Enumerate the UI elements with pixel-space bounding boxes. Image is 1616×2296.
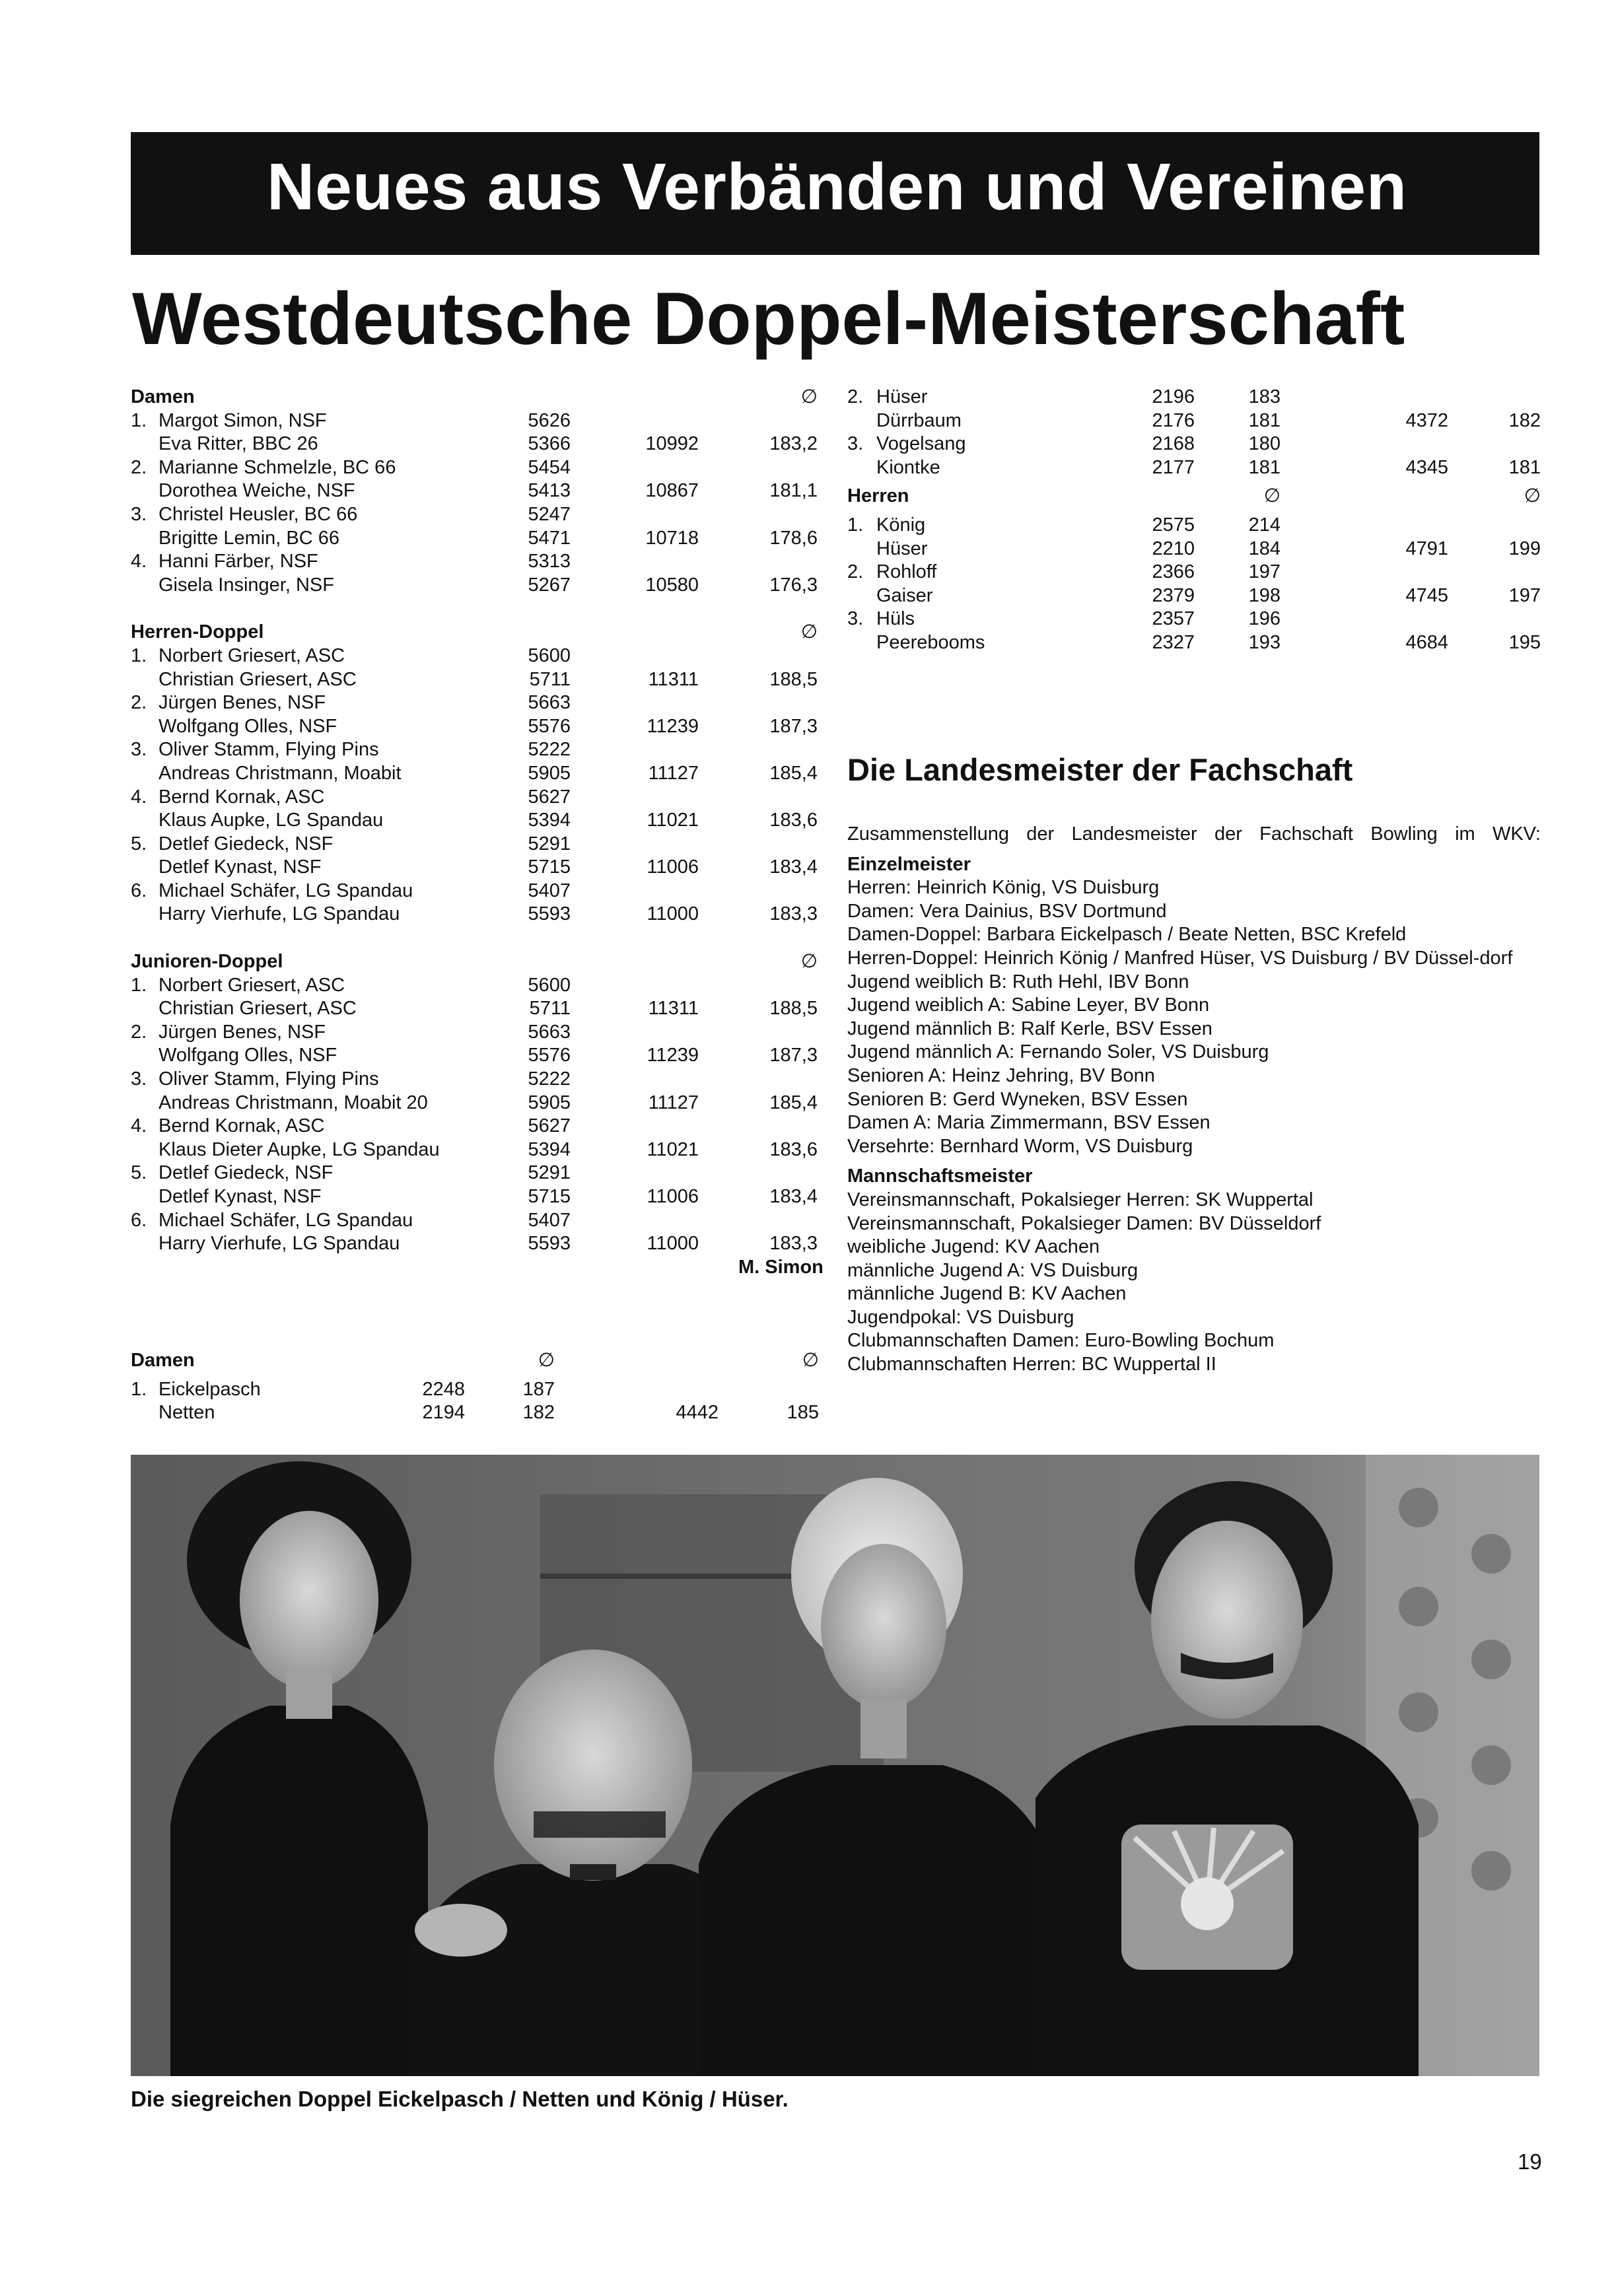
rank-number: 5. <box>131 1162 147 1184</box>
player-score: 2248 <box>422 1378 465 1400</box>
mannschaftsmeister-heading: Mannschaftsmeister <box>847 1165 1033 1187</box>
player-name: Bernd Kornak, ASC <box>158 786 325 808</box>
player-score: 5627 <box>528 1115 571 1137</box>
player-name: Brigitte Lemin, BC 66 <box>158 527 340 549</box>
player-name: Wolfgang Olles, NSF <box>158 715 337 737</box>
player-name: Harry Vierhufe, LG Spandau <box>158 1233 400 1255</box>
rank-number: 3. <box>131 503 147 525</box>
page-number: 19 <box>1518 2149 1542 2174</box>
table-row <box>847 386 1541 409</box>
player-name: Norbert Griesert, ASC <box>158 974 345 996</box>
average-symbol: ∅ <box>800 386 818 407</box>
pair-average: 185,4 <box>769 1092 818 1113</box>
player-score: 2357 <box>1152 608 1195 630</box>
pair-average: 187,3 <box>769 1045 818 1066</box>
rank-number: 1. <box>131 974 147 996</box>
player-score: 2168 <box>1152 433 1195 455</box>
table-row <box>131 691 819 715</box>
player-score: 2177 <box>1152 456 1195 478</box>
player-name: Detlef Kynast, NSF <box>158 856 322 878</box>
player-score: 5407 <box>528 1209 571 1231</box>
player-name: Marianne Schmelzle, BC 66 <box>158 456 396 478</box>
pair-average: 183,4 <box>769 856 818 878</box>
table-row <box>847 584 1541 608</box>
section-header <box>131 621 819 644</box>
average-symbol: ∅ <box>1524 485 1541 507</box>
pair-total: 11000 <box>647 903 699 925</box>
rank-number: 6. <box>131 880 147 901</box>
pair-average: 183,3 <box>769 1233 818 1255</box>
player-name: Hüls <box>876 608 915 630</box>
table-row <box>131 1021 819 1045</box>
section-title: Junioren-Doppel <box>131 951 283 973</box>
rank-number: 2. <box>131 1021 147 1043</box>
rank-number: 6. <box>131 1209 147 1231</box>
player-name: Klaus Dieter Aupke, LG Spandau <box>158 1138 440 1160</box>
player-name: Harry Vierhufe, LG Spandau <box>158 903 400 925</box>
rank-number: 1. <box>131 644 147 666</box>
table-row <box>131 527 819 551</box>
table-row <box>131 903 819 926</box>
pair-total: 11239 <box>647 715 699 737</box>
pair-average: 183,6 <box>769 1138 818 1160</box>
player-score: 5600 <box>528 644 571 666</box>
player-name: Gaiser <box>876 584 933 606</box>
pair-total: 4684 <box>1405 631 1448 653</box>
table-row <box>847 561 1541 584</box>
player-name: Wolfgang Olles, NSF <box>158 1045 337 1066</box>
player-name: Andreas Christmann, Moabit 20 <box>158 1092 428 1113</box>
list-item: Jugend männlich B: Ralf Kerle, BSV Essen <box>847 1018 1212 1039</box>
list-item: Clubmannschaften Damen: Euro-Bowling Bochum <box>847 1330 1275 1352</box>
list-item: Herren: Heinrich König, VS Duisburg <box>847 877 1160 899</box>
player-score: 5905 <box>528 1092 571 1113</box>
table-row <box>847 631 1541 655</box>
player-average: 198 <box>1248 584 1281 606</box>
pair-average: 181 <box>1508 456 1541 478</box>
table-row <box>131 668 819 692</box>
player-score: 5576 <box>528 715 571 737</box>
table-row <box>847 433 1541 456</box>
player-score: 5711 <box>529 668 571 690</box>
pair-average: 187,3 <box>769 715 818 737</box>
list-item: Vereinsmannschaft, Pokalsieger Herren: SK Wuppertal <box>847 1189 1314 1210</box>
player-name: Oliver Stamm, Flying Pins <box>158 739 379 761</box>
player-average: 181 <box>1248 456 1281 478</box>
list-item: Senioren A: Heinz Jehring, BV Bonn <box>847 1064 1155 1086</box>
table-row <box>131 1092 819 1115</box>
pair-total: 11127 <box>648 762 699 784</box>
pair-average: 185,4 <box>769 762 818 784</box>
player-score: 5627 <box>528 786 571 808</box>
pair-total: 10867 <box>645 480 699 502</box>
section-header <box>847 485 1541 508</box>
list-item: Jugend weiblich A: Sabine Leyer, BV Bonn <box>847 994 1210 1016</box>
player-name: Vogelsang <box>876 433 966 455</box>
pair-total: 4345 <box>1405 456 1448 478</box>
author-row <box>131 1256 824 1280</box>
player-score: 5222 <box>528 1068 571 1090</box>
player-score: 5366 <box>528 433 571 455</box>
table-row <box>131 880 819 903</box>
pair-total: 11021 <box>647 810 699 831</box>
pair-average: 197 <box>1508 584 1541 606</box>
pair-average: 185 <box>787 1402 819 1424</box>
section-title: Damen <box>131 386 195 407</box>
landesmeister-list <box>847 823 1541 1377</box>
table-row <box>131 974 819 998</box>
section-banner-title: Neues aus Verbänden und Vereinen <box>267 150 1408 224</box>
player-name: Jürgen Benes, NSF <box>158 692 326 714</box>
pair-total: 11311 <box>648 668 699 690</box>
photo-illustration <box>131 1455 1539 2076</box>
player-name: Rohloff <box>876 561 937 583</box>
player-average: 183 <box>1248 386 1281 407</box>
pair-average: 183,6 <box>769 810 818 831</box>
player-average: 182 <box>522 1402 555 1424</box>
section-title: Herren-Doppel <box>131 621 264 643</box>
player-average: 184 <box>1248 538 1281 559</box>
player-score: 2176 <box>1152 409 1195 431</box>
rank-number: 1. <box>131 409 147 431</box>
player-name: Hanni Färber, NSF <box>158 551 318 573</box>
player-score: 5247 <box>528 503 571 525</box>
rank-number: 4. <box>131 786 147 808</box>
player-name: Bernd Kornak, ASC <box>158 1115 325 1137</box>
player-average: 193 <box>1248 631 1281 653</box>
pair-total: 4791 <box>1405 538 1448 559</box>
pair-average: 183,2 <box>769 433 818 455</box>
rank-number: 1. <box>131 1378 147 1400</box>
player-name: Gisela Insinger, NSF <box>158 574 334 596</box>
player-name: Peerebooms <box>876 631 985 653</box>
player-score: 5715 <box>528 1186 571 1207</box>
player-name: Dorothea Weiche, NSF <box>158 480 355 502</box>
list-item: Versehrte: Bernhard Worm, VS Duisburg <box>847 1135 1193 1157</box>
list-item: Damen: Vera Dainius, BSV Dortmund <box>847 900 1167 922</box>
table-row <box>131 786 819 810</box>
player-name: Oliver Stamm, Flying Pins <box>158 1068 379 1090</box>
table-row <box>131 1162 819 1185</box>
player-score: 5626 <box>528 409 571 431</box>
player-name: Detlef Giedeck, NSF <box>158 833 334 854</box>
landesmeister-intro: Zusammenstellung der Landesmeister der Fachschaft Bowling im WKV: <box>847 823 1541 845</box>
player-average: 187 <box>522 1378 555 1400</box>
table-row <box>131 433 819 456</box>
player-name: Norbert Griesert, ASC <box>158 644 345 666</box>
table-row <box>131 1185 819 1209</box>
table-row <box>131 550 819 574</box>
section-header <box>131 1349 819 1373</box>
player-name: Netten <box>158 1402 215 1424</box>
player-average: 196 <box>1248 608 1281 630</box>
list-item: weibliche Jugend: KV Aachen <box>847 1236 1100 1258</box>
table-row <box>847 608 1541 631</box>
rank-number: 2. <box>847 561 864 583</box>
table-row <box>131 715 819 739</box>
right-results-column <box>847 386 1541 655</box>
table-row <box>847 514 1541 538</box>
section-header <box>131 950 819 974</box>
table-row <box>131 809 819 833</box>
player-score: 5407 <box>528 880 571 901</box>
average-symbol: ∅ <box>802 1350 819 1371</box>
section-header <box>131 386 819 409</box>
player-score: 5394 <box>528 1138 571 1160</box>
pair-total: 11127 <box>648 1092 699 1113</box>
pair-total: 10992 <box>645 433 699 455</box>
pair-average: 178,6 <box>769 527 818 549</box>
player-name: Margot Simon, NSF <box>158 409 327 431</box>
player-name: Christel Heusler, BC 66 <box>158 503 358 525</box>
table-row <box>131 1068 819 1092</box>
player-average: 214 <box>1248 514 1281 536</box>
pair-average: 182 <box>1508 409 1541 431</box>
rank-number: 3. <box>131 739 147 761</box>
player-score: 5600 <box>528 974 571 996</box>
table-row <box>131 1209 819 1233</box>
player-name: Eickelpasch <box>158 1378 261 1400</box>
player-score: 2575 <box>1152 514 1195 536</box>
list-item: Clubmannschaften Herren: BC Wuppertal II <box>847 1354 1216 1375</box>
section-title: Herren <box>847 485 909 507</box>
player-average: 180 <box>1248 433 1281 455</box>
rank-number: 1. <box>847 514 864 536</box>
player-name: Michael Schäfer, LG Spandau <box>158 1209 413 1231</box>
player-name: Christian Griesert, ASC <box>158 998 357 1020</box>
table-row <box>131 762 819 786</box>
rank-number: 2. <box>131 692 147 714</box>
pair-total: 11021 <box>647 1138 699 1160</box>
player-score: 5576 <box>528 1045 571 1066</box>
list-item: Jugend männlich A: Fernando Soler, VS Duisburg <box>847 1041 1269 1063</box>
rank-number: 5. <box>131 833 147 854</box>
table-row <box>131 856 819 880</box>
player-name: Jürgen Benes, NSF <box>158 1021 326 1043</box>
list-item: Jugend weiblich B: Ruth Hehl, IBV Bonn <box>847 971 1189 992</box>
average-symbol: ∅ <box>800 621 818 643</box>
damen-results-table <box>131 1349 819 1425</box>
pair-total: 10718 <box>645 527 699 549</box>
table-row <box>131 574 819 598</box>
table-row <box>131 644 819 668</box>
left-results-column <box>131 386 824 1279</box>
table-row <box>131 1044 819 1068</box>
player-name: Andreas Christmann, Moabit <box>158 762 402 784</box>
photo-caption: Die siegreichen Doppel Eickelpasch / Netten und König / Hüser. <box>131 2087 789 2111</box>
rank-number: 3. <box>131 1068 147 1090</box>
average-symbol: ∅ <box>1263 485 1281 507</box>
pair-total: 11006 <box>647 1186 699 1207</box>
player-score: 5711 <box>529 998 571 1020</box>
player-score: 5663 <box>528 692 571 714</box>
table-row <box>131 1138 819 1162</box>
table-row <box>131 503 819 527</box>
player-name: Klaus Aupke, LG Spandau <box>158 810 384 831</box>
player-score: 5715 <box>528 856 571 878</box>
pair-total: 11006 <box>647 856 699 878</box>
pair-average: 195 <box>1508 631 1541 653</box>
player-score: 5394 <box>528 810 571 831</box>
table-row <box>131 1232 819 1256</box>
rank-number: 4. <box>131 551 147 573</box>
pair-total: 10580 <box>645 574 699 596</box>
player-name: Detlef Giedeck, NSF <box>158 1162 334 1184</box>
player-score: 5593 <box>528 903 571 925</box>
player-score: 5267 <box>528 574 571 596</box>
table-row <box>847 538 1541 561</box>
player-score: 2366 <box>1152 561 1195 583</box>
table-row <box>131 997 819 1021</box>
article-headline: Westdeutsche Doppel-Meisterschaft <box>132 277 1405 360</box>
einzelmeister-heading: Einzelmeister <box>847 853 971 875</box>
rank-number: 3. <box>847 433 864 455</box>
pair-average: 176,3 <box>769 574 818 596</box>
rank-number: 3. <box>847 608 864 630</box>
list-item: Jugendpokal: VS Duisburg <box>847 1306 1074 1328</box>
player-name: König <box>876 514 926 536</box>
player-score: 2210 <box>1152 538 1195 559</box>
author-credit: M. Simon <box>738 1256 824 1278</box>
list-item: Vereinsmannschaft, Pokalsieger Damen: BV Düsseldorf <box>847 1212 1321 1234</box>
table-row <box>847 409 1541 433</box>
table-row <box>131 1378 819 1402</box>
player-score: 5663 <box>528 1021 571 1043</box>
pair-total: 4745 <box>1405 584 1448 606</box>
pair-total: 11000 <box>647 1233 699 1255</box>
pair-average: 183,3 <box>769 903 818 925</box>
table-row <box>131 833 819 856</box>
player-name: Dürrbaum <box>876 409 962 431</box>
player-name: Eva Ritter, BBC 26 <box>158 433 318 455</box>
average-symbol: ∅ <box>538 1350 555 1371</box>
pair-total: 11311 <box>648 998 699 1020</box>
player-name: Detlef Kynast, NSF <box>158 1186 322 1207</box>
player-score: 5313 <box>528 551 571 573</box>
table-row <box>131 1401 819 1425</box>
list-item: männliche Jugend B: KV Aachen <box>847 1283 1127 1305</box>
list-item: Damen A: Maria Zimmermann, BSV Essen <box>847 1112 1211 1134</box>
player-score: 5413 <box>528 480 571 502</box>
landesmeister-title: Die Landesmeister der Fachschaft <box>847 752 1353 787</box>
table-row <box>131 479 819 503</box>
table-row <box>131 456 819 480</box>
rank-number: 4. <box>131 1115 147 1137</box>
pair-average: 183,4 <box>769 1186 818 1207</box>
player-score: 2379 <box>1152 584 1195 606</box>
player-name: Christian Griesert, ASC <box>158 668 357 690</box>
list-item: Damen-Doppel: Barbara Eickelpasch / Beate Netten, BSC Krefeld <box>847 924 1407 946</box>
pair-total: 4372 <box>1405 409 1448 431</box>
player-score: 5291 <box>528 1162 571 1184</box>
list-item: Herren-Doppel: Heinrich König / Manfred Hüser, VS Duisburg / BV Düssel-dorf <box>847 947 1513 969</box>
pair-average: 188,5 <box>769 668 818 690</box>
pair-average: 188,5 <box>769 998 818 1020</box>
player-score: 5905 <box>528 762 571 784</box>
list-item: männliche Jugend A: VS Duisburg <box>847 1259 1139 1281</box>
player-score: 5471 <box>528 527 571 549</box>
pair-average: 199 <box>1508 538 1541 559</box>
player-name: Michael Schäfer, LG Spandau <box>158 880 413 901</box>
section-title: Damen <box>131 1350 195 1371</box>
player-name: Hüser <box>876 386 928 407</box>
table-row <box>131 738 819 762</box>
player-score: 5454 <box>528 456 571 478</box>
pair-total: 11239 <box>647 1045 699 1066</box>
rank-number: 2. <box>847 386 864 407</box>
player-average: 181 <box>1248 409 1281 431</box>
player-score: 5291 <box>528 833 571 854</box>
player-average: 197 <box>1248 561 1281 583</box>
player-score: 2196 <box>1152 386 1195 407</box>
table-row <box>131 1115 819 1138</box>
player-score: 5593 <box>528 1233 571 1255</box>
rank-number: 2. <box>131 456 147 478</box>
player-score: 2194 <box>422 1402 465 1424</box>
pair-average: 181,1 <box>769 480 818 502</box>
section-banner <box>131 132 1539 255</box>
pair-total: 4442 <box>676 1402 719 1424</box>
average-symbol: ∅ <box>800 951 818 973</box>
table-row <box>847 456 1541 480</box>
team-photo <box>131 1455 1539 2076</box>
table-row <box>131 409 819 433</box>
player-name: Hüser <box>876 538 928 559</box>
list-item: Senioren B: Gerd Wyneken, BSV Essen <box>847 1088 1188 1110</box>
player-score: 5222 <box>528 739 571 761</box>
player-name: Kiontke <box>876 456 940 478</box>
player-score: 2327 <box>1152 631 1195 653</box>
